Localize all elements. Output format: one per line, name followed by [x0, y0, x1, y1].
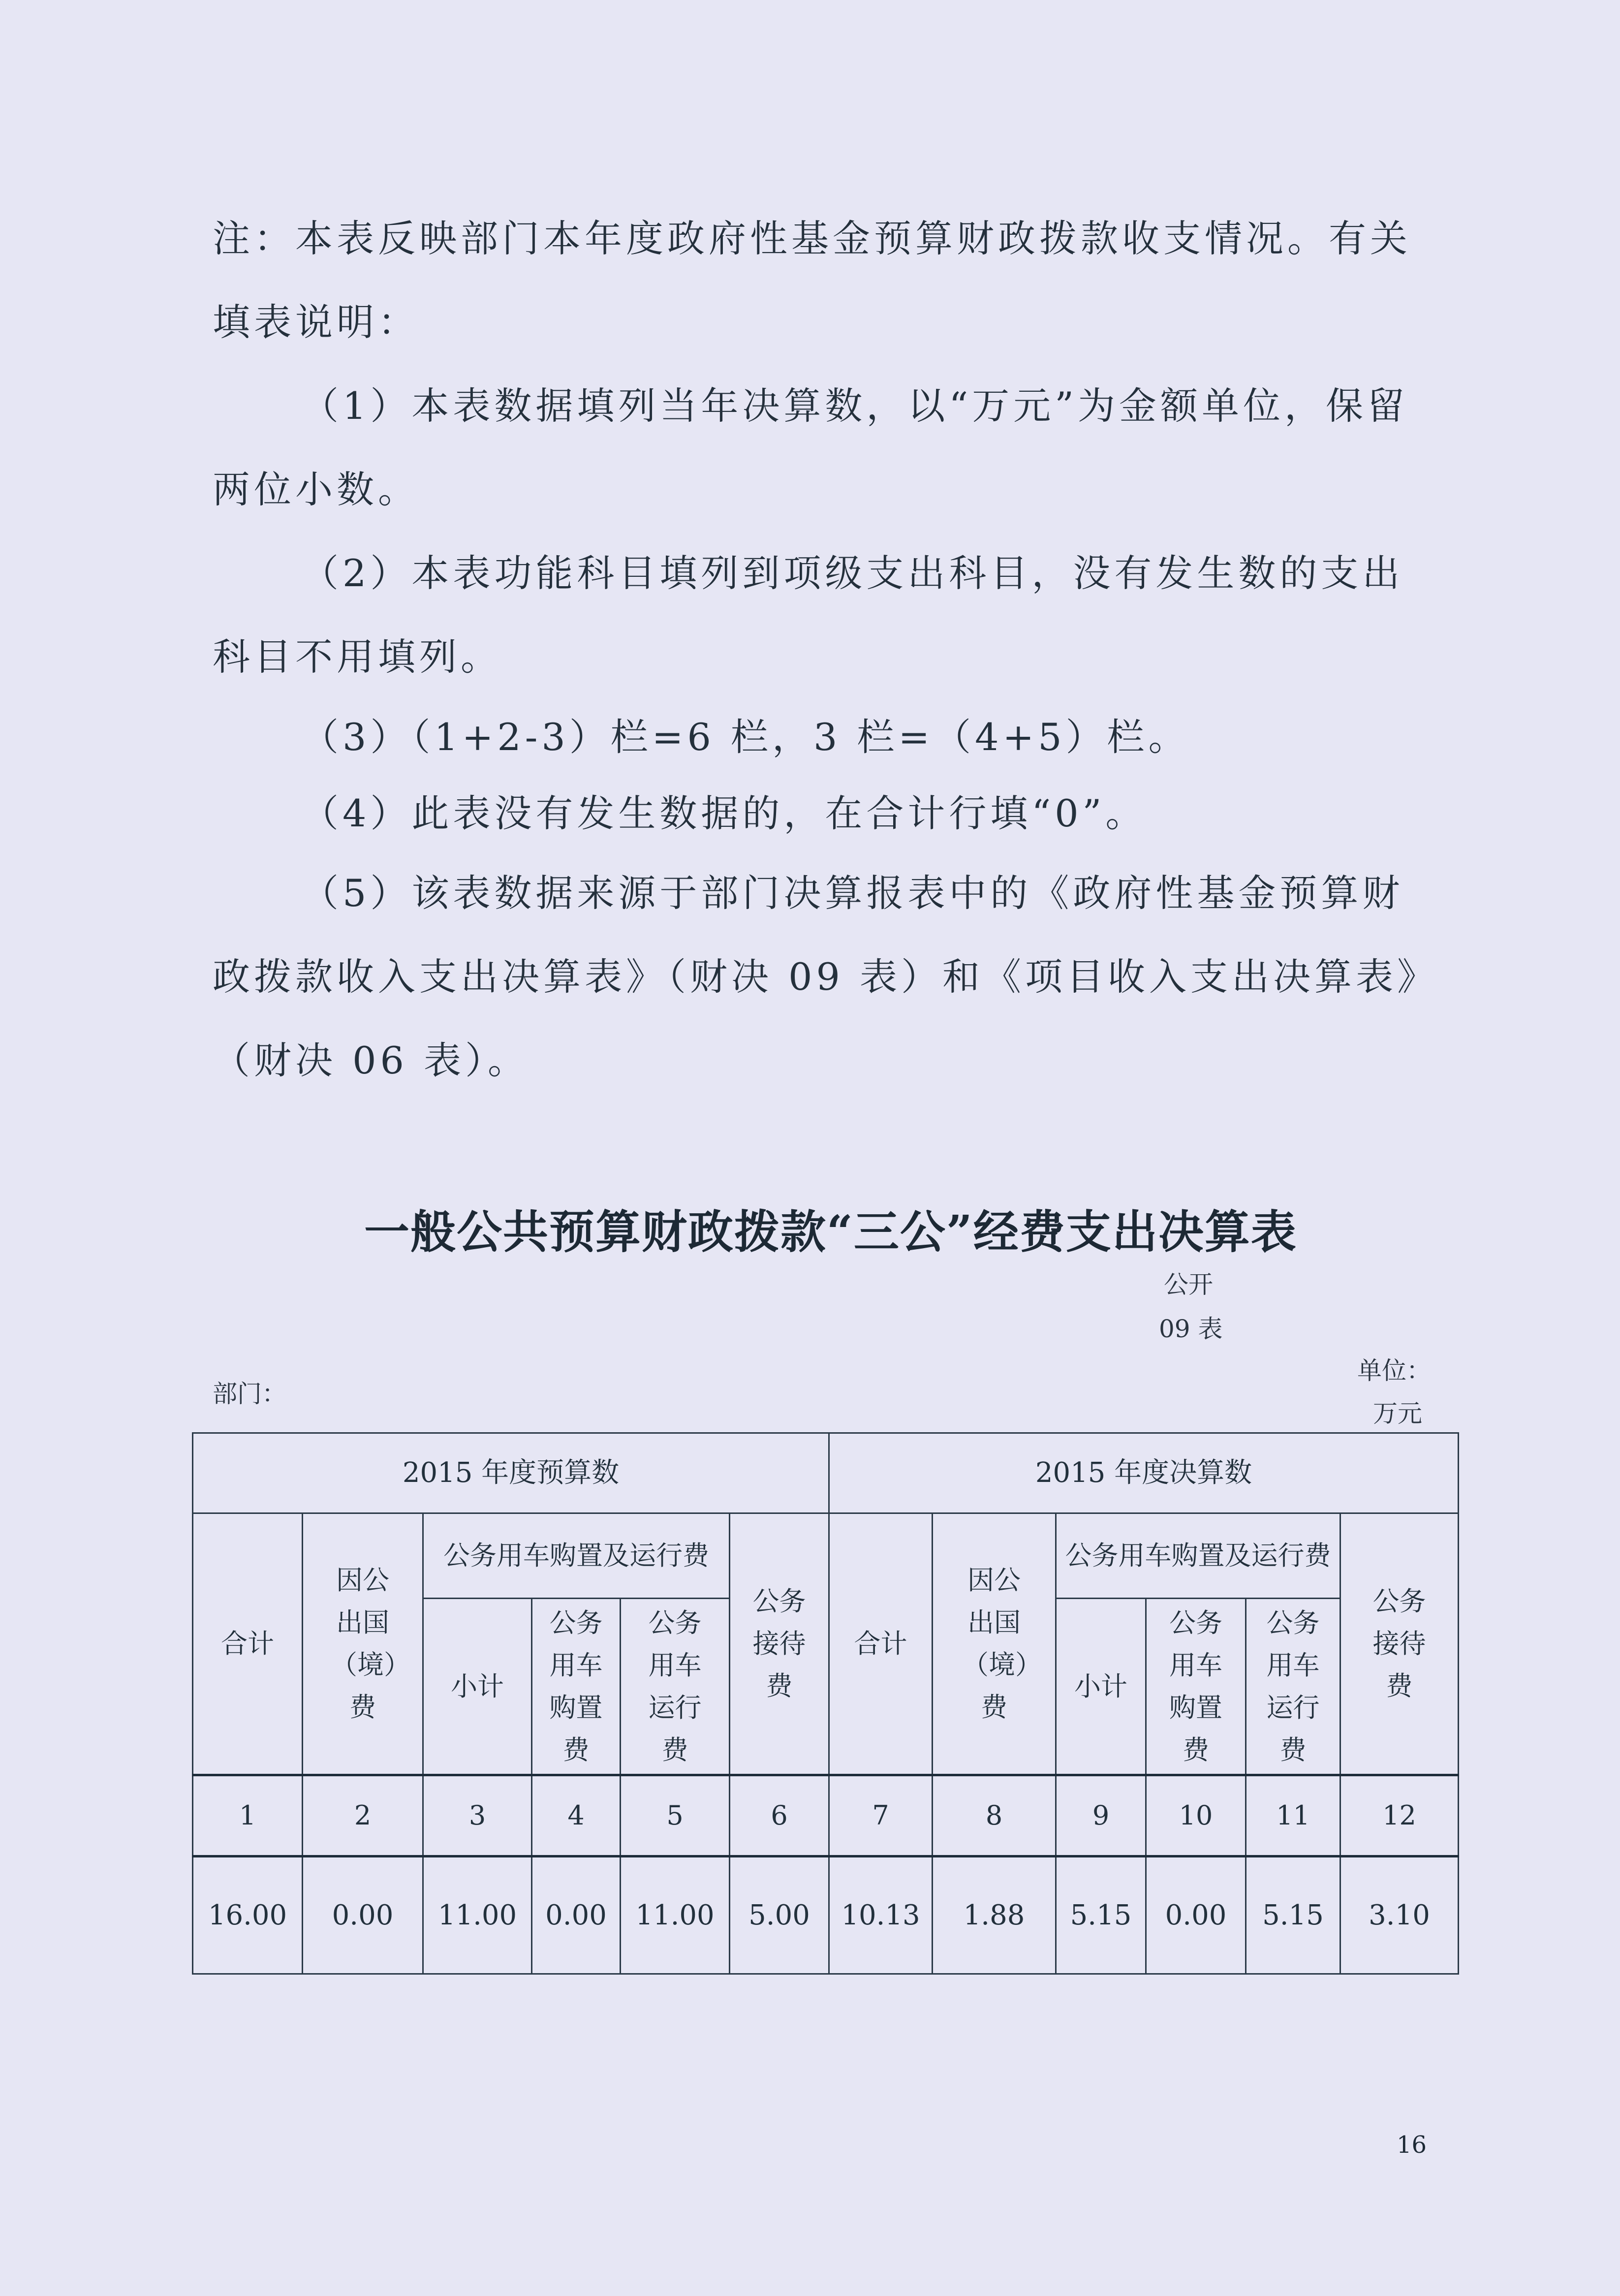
page-number: 16 [1397, 2131, 1427, 2159]
header-vehicle-group-budget: 公务用车购置及运行费 [423, 1513, 730, 1599]
cell-value: 5.00 [730, 1856, 829, 1974]
note-item-2: （2）本表功能科目填列到项级支出科目，没有发生数的支出科目不用填列。 [213, 551, 1404, 679]
header-subtotal-budget: 小计 [423, 1599, 532, 1775]
note-item-3: （3）（1+2-3）栏=6 栏，3 栏=（4+5）栏。 [301, 715, 1190, 759]
header-total-budget: 合计 [193, 1513, 303, 1775]
header-purchase-final: 公务用车购置费 [1146, 1599, 1246, 1775]
column-index: 1 [193, 1775, 303, 1856]
cell-value: 5.15 [1056, 1856, 1146, 1974]
column-index-row [193, 1775, 1459, 1856]
notes-intro: 注：本表反映部门本年度政府性基金预算财政拨款收支情况。有关填表说明： [213, 217, 1411, 344]
column-index: 5 [621, 1775, 730, 1856]
column-index: 9 [1056, 1775, 1146, 1856]
column-index: 7 [829, 1775, 933, 1856]
column-index: 8 [933, 1775, 1056, 1856]
header-total-final: 合计 [829, 1513, 933, 1775]
table-title: 一般公共预算财政拨款“三公”经费支出决算表 [364, 1205, 1297, 1258]
group-header-row [193, 1433, 1459, 1513]
note-item-4: （4）此表没有发生数据的，在合计行填“0”。 [301, 791, 1147, 835]
header-vehicle-group-final: 公务用车购置及运行费 [1056, 1513, 1340, 1599]
header-abroad-budget: 因公出国（境）费 [303, 1513, 423, 1775]
sangong-expense-table [192, 1432, 1459, 1975]
unit-label: 单位： [1357, 1356, 1431, 1385]
group-final-header: 2015 年度决算数 [829, 1433, 1459, 1513]
column-index: 3 [423, 1775, 532, 1856]
cell-value: 11.00 [621, 1856, 730, 1974]
table-row [193, 1856, 1459, 1974]
group-budget-header: 2015 年度预算数 [193, 1433, 829, 1513]
column-index: 10 [1146, 1775, 1246, 1856]
header-subtotal-final: 小计 [1056, 1599, 1146, 1775]
cell-value: 0.00 [532, 1856, 621, 1974]
header-reception-budget: 公务接待费 [730, 1513, 829, 1775]
cell-value: 0.00 [1146, 1856, 1246, 1974]
header-abroad-final: 因公出国（境）费 [933, 1513, 1056, 1775]
notes-section [213, 197, 1423, 1102]
column-index: 2 [303, 1775, 423, 1856]
column-index: 4 [532, 1775, 621, 1856]
unit-value: 万元 [1373, 1399, 1422, 1428]
public-label: 公开 [1164, 1270, 1213, 1299]
cell-value: 11.00 [423, 1856, 532, 1974]
column-index: 12 [1340, 1775, 1459, 1856]
header-operation-final: 公务用车运行费 [1246, 1599, 1340, 1775]
header-purchase-budget: 公务用车购置费 [532, 1599, 621, 1775]
note-item-5: （5）该表数据来源于部门决算报表中的《政府性基金预算财政拨款收入支出决算表》（财决 09 表）和《项目收入支出决算表》（财决 06 表）。 [213, 871, 1420, 1082]
header-operation-budget: 公务用车运行费 [621, 1599, 730, 1775]
cell-value: 1.88 [933, 1856, 1056, 1974]
cell-value: 16.00 [193, 1856, 303, 1974]
note-item-1: （1）本表数据填列当年决算数，以“万元”为金额单位，保留两位小数。 [213, 384, 1409, 511]
department-label: 部门： [213, 1380, 286, 1408]
column-index: 11 [1246, 1775, 1340, 1856]
cell-value: 10.13 [829, 1856, 933, 1974]
cell-value: 0.00 [303, 1856, 423, 1974]
table-number: 09 表 [1159, 1315, 1223, 1343]
column-index: 6 [730, 1775, 829, 1856]
cell-value: 3.10 [1340, 1856, 1459, 1974]
sub-header-row-1 [193, 1513, 1459, 1599]
cell-value: 5.15 [1246, 1856, 1340, 1974]
header-reception-final: 公务接待费 [1340, 1513, 1459, 1775]
